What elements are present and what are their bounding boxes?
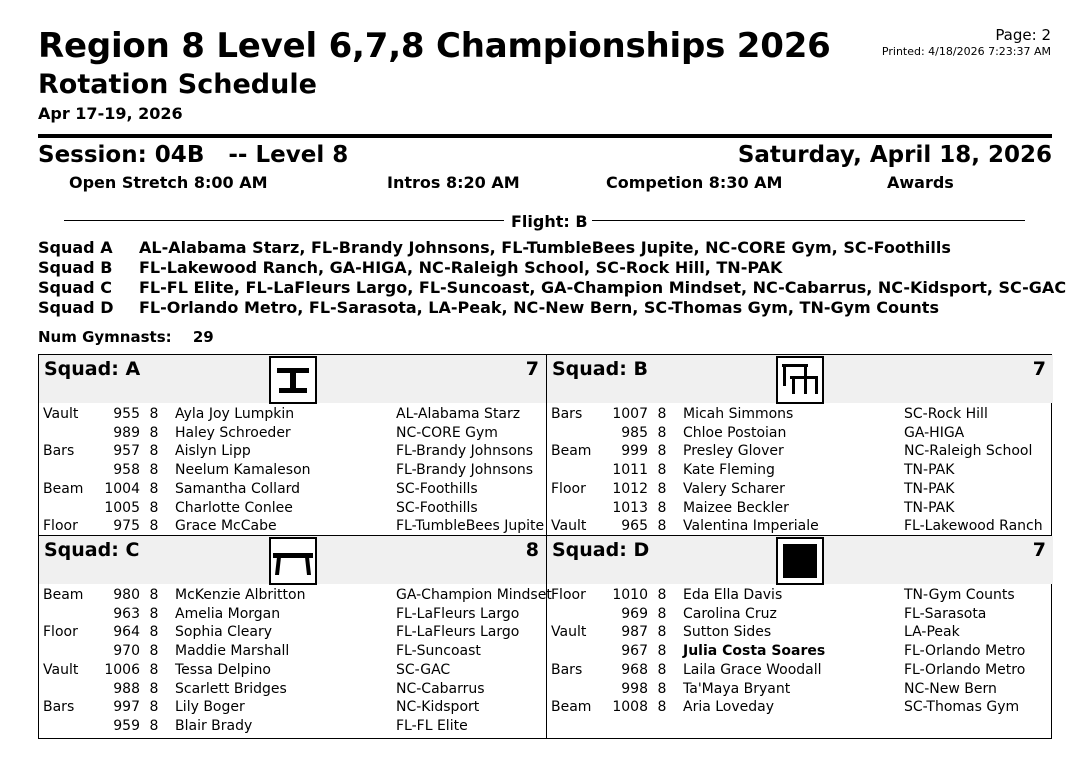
club-name: FL-Orlando Metro — [904, 643, 1026, 660]
gymnast-name: Micah Simmons — [683, 406, 794, 422]
club-name: FL-FL Elite — [396, 717, 468, 734]
gymnast-name: Julia Costa Soares — [683, 643, 826, 660]
club-name: TN-PAK — [904, 462, 955, 479]
club-name: NC-New Bern — [904, 680, 997, 697]
gymnast-name: Sophia Cleary — [175, 624, 273, 641]
event-name: Vault — [43, 661, 79, 678]
table-row — [547, 624, 1053, 643]
competitor-level: 8 — [149, 443, 159, 460]
squad-title: Squad: D — [552, 539, 650, 561]
flight-rule-right — [592, 220, 1025, 221]
gymnast-name: Charlotte Conlee — [175, 499, 293, 516]
club-name: NC-Cabarrus — [396, 680, 485, 697]
flight-rule-left — [64, 220, 504, 221]
table-row — [547, 443, 1053, 462]
beam-table-icon — [269, 537, 317, 585]
intros-time: Intros 8:20 AM — [387, 173, 520, 192]
page-number: Page: 2 — [995, 26, 1051, 44]
competition-time: Competion 8:30 AM — [606, 173, 783, 192]
competitor-number: 1007 — [612, 406, 648, 422]
gymnast-name: Eda Ella Davis — [683, 587, 783, 603]
competitor-number: 975 — [113, 518, 140, 535]
competitor-level: 8 — [149, 680, 159, 697]
club-name: FL-Suncoast — [396, 643, 481, 660]
table-row — [547, 606, 1053, 625]
club-name: SC-Thomas Gym — [904, 699, 1020, 716]
competitor-number: 999 — [621, 443, 648, 460]
table-row — [547, 643, 1053, 662]
gymnast-name: Ayla Joy Lumpkin — [175, 406, 295, 422]
document-title: Region 8 Level 6,7,8 Championships 2026 — [38, 26, 831, 66]
competitor-number: 963 — [113, 605, 140, 622]
event-name: Floor — [43, 518, 78, 535]
competitor-level: 8 — [657, 406, 667, 422]
gymnast-name: Amelia Morgan — [175, 605, 281, 622]
table-row — [547, 462, 1053, 481]
club-name: SC-Rock Hill — [904, 406, 988, 422]
competitor-level: 8 — [149, 624, 159, 641]
squad-title: Squad: B — [552, 358, 648, 380]
competitor-level: 8 — [149, 699, 159, 716]
competitor-number: 1011 — [612, 462, 648, 479]
table-row — [547, 500, 1053, 519]
squad-panel-d — [547, 536, 1053, 740]
table-row — [39, 500, 546, 519]
squad-panel-b — [547, 355, 1053, 535]
event-name: Floor — [551, 587, 586, 603]
competitor-number: 965 — [621, 518, 648, 535]
club-name: FL-Orlando Metro — [904, 661, 1026, 678]
table-row — [39, 624, 546, 643]
competitor-level: 8 — [149, 643, 159, 660]
competitor-number: 1005 — [104, 499, 140, 516]
club-name: FL-TumbleBees Jupite — [396, 518, 545, 535]
gymnast-name: Lily Boger — [175, 699, 245, 716]
competitor-level: 8 — [149, 518, 159, 535]
club-name: TN-PAK — [904, 480, 955, 497]
gymnast-name: Tessa Delpino — [175, 661, 271, 678]
competitor-level: 8 — [657, 462, 667, 479]
club-name: FL-Sarasota — [904, 605, 987, 622]
table-row — [547, 681, 1053, 700]
competitor-level: 8 — [149, 661, 159, 678]
event-name: Beam — [43, 587, 84, 603]
table-row — [547, 699, 1053, 718]
club-name: FL-Lakewood Ranch — [904, 518, 1043, 535]
event-name: Vault — [551, 518, 587, 535]
competitor-number: 1006 — [104, 661, 140, 678]
awards-label: Awards — [887, 173, 954, 192]
competitor-number: 958 — [113, 462, 140, 479]
meet-dates: Apr 17-19, 2026 — [38, 104, 183, 123]
gymnast-name: Valery Scharer — [683, 480, 785, 497]
competitor-level: 8 — [149, 462, 159, 479]
event-name: Vault — [551, 624, 587, 641]
gymnast-name: Valentina Imperiale — [683, 518, 819, 535]
squad-list-clubs: FL-FL Elite, FL-LaFleurs Largo, FL-Suncoast, GA-Champion Mindset, NC-Cabarrus, NC-Kidsport, SC-GAC — [139, 278, 1067, 297]
table-row — [39, 425, 546, 444]
club-name: NC-Raleigh School — [904, 443, 1033, 460]
competitor-number: 988 — [113, 680, 140, 697]
squad-list-name: Squad D — [38, 298, 114, 317]
table-row — [39, 481, 546, 500]
club-name: SC-Foothills — [396, 480, 478, 497]
competitor-level: 8 — [657, 518, 667, 535]
session-date: Saturday, April 18, 2026 — [737, 142, 1052, 168]
table-row — [547, 406, 1053, 425]
competitor-number: 980 — [113, 587, 140, 603]
club-name: FL-LaFleurs Largo — [396, 605, 520, 622]
squad-list-name: Squad C — [38, 278, 112, 297]
competitor-level: 8 — [657, 443, 667, 460]
gymnast-name: Sutton Sides — [683, 624, 772, 641]
competitor-level: 8 — [149, 587, 159, 603]
document-subtitle: Rotation Schedule — [38, 69, 317, 100]
squad-list-name: Squad A — [38, 238, 113, 257]
event-name: Floor — [551, 480, 586, 497]
squad-title: Squad: A — [44, 358, 141, 380]
club-name: FL-Brandy Johnsons — [396, 443, 534, 460]
club-name: AL-Alabama Starz — [396, 406, 521, 422]
squad-panel-c — [39, 536, 552, 740]
event-name: Bars — [551, 406, 583, 422]
competitor-level: 8 — [149, 499, 159, 516]
printed-timestamp: Printed: 4/18/2026 7:23:37 AM — [881, 45, 1051, 58]
gymnast-name: Neelum Kamaleson — [175, 462, 311, 479]
competitor-level: 8 — [149, 424, 159, 441]
gymnast-name: Haley Schroeder — [175, 424, 291, 441]
squad-count: 7 — [1032, 539, 1046, 561]
session-label: Session: 04B -- Level 8 — [38, 142, 349, 168]
competitor-number: 1010 — [612, 587, 648, 603]
competitor-number: 957 — [113, 443, 140, 460]
gymnast-name: Grace McCabe — [175, 518, 277, 535]
gymnast-name: Carolina Cruz — [683, 605, 777, 622]
competitor-number: 967 — [621, 643, 648, 660]
gymnast-name: Scarlett Bridges — [175, 680, 287, 697]
competitor-number: 1013 — [612, 499, 648, 516]
competitor-number: 989 — [113, 424, 140, 441]
event-name: Bars — [43, 443, 75, 460]
table-row — [547, 662, 1053, 681]
table-row — [39, 518, 546, 537]
gymnast-name: Laila Grace Woodall — [683, 661, 822, 678]
table-row — [547, 518, 1053, 537]
club-name: GA-Champion Mindset — [396, 587, 552, 603]
rotation-grid — [38, 354, 1052, 739]
event-name: Bars — [43, 699, 75, 716]
table-row — [39, 443, 546, 462]
squad-list-clubs: AL-Alabama Starz, FL-Brandy Johnsons, FL-TumbleBees Jupite, NC-CORE Gym, SC-Foothills — [139, 238, 951, 257]
competitor-level: 8 — [657, 624, 667, 641]
num-gymnasts-label: Num Gymnasts: — [38, 328, 172, 346]
competitor-number: 987 — [621, 624, 648, 641]
table-row — [39, 587, 552, 606]
open-stretch-time: Open Stretch 8:00 AM — [69, 173, 268, 192]
competitor-number: 968 — [621, 661, 648, 678]
club-name: LA-Peak — [904, 624, 960, 641]
gymnast-name: Aislyn Lipp — [175, 443, 251, 460]
competitor-level: 8 — [149, 406, 159, 422]
squad-list-clubs: FL-Orlando Metro, FL-Sarasota, LA-Peak, NC-New Bern, SC-Thomas Gym, TN-Gym Counts — [139, 298, 939, 317]
competitor-level: 8 — [657, 661, 667, 678]
gymnast-name: Presley Glover — [683, 443, 784, 460]
gymnast-name: Maizee Beckler — [683, 499, 789, 516]
gymnast-name: Maddie Marshall — [175, 643, 290, 660]
competitor-level: 8 — [657, 680, 667, 697]
event-name: Vault — [43, 406, 79, 422]
competitor-level: 8 — [657, 587, 667, 603]
squad-panel-a — [39, 355, 546, 535]
competitor-number: 985 — [621, 424, 648, 441]
gymnast-name: McKenzie Albritton — [175, 587, 306, 603]
gymnast-name: Chloe Postoian — [683, 424, 787, 441]
competitor-number: 969 — [621, 605, 648, 622]
table-row — [39, 606, 546, 625]
table-row — [39, 718, 546, 737]
gymnast-name: Blair Brady — [175, 717, 253, 734]
table-row — [39, 406, 546, 425]
competitor-level: 8 — [657, 480, 667, 497]
header-divider — [38, 134, 1052, 138]
competitor-level: 8 — [657, 643, 667, 660]
table-row — [547, 425, 1053, 444]
competitor-number: 1004 — [104, 480, 140, 497]
competitor-number: 959 — [113, 717, 140, 734]
club-name: NC-Kidsport — [396, 699, 480, 716]
club-name: TN-Gym Counts — [904, 587, 1015, 603]
event-name: Floor — [43, 624, 78, 641]
squad-title: Squad: C — [44, 539, 140, 561]
table-row — [39, 681, 546, 700]
club-name: FL-LaFleurs Largo — [396, 624, 520, 641]
club-name: TN-PAK — [904, 499, 955, 516]
competitor-number: 997 — [113, 699, 140, 716]
club-name: FL-Brandy Johnsons — [396, 462, 534, 479]
competitor-level: 8 — [657, 499, 667, 516]
table-row — [39, 699, 546, 718]
competitor-number: 1008 — [612, 699, 648, 716]
gymnast-name: Aria Loveday — [683, 699, 775, 716]
uneven-bars-icon — [776, 356, 824, 404]
event-name: Beam — [551, 699, 592, 716]
flight-label: Flight: B — [511, 212, 588, 231]
squad-count: 7 — [1032, 358, 1046, 380]
club-name: GA-HIGA — [904, 424, 965, 441]
competitor-level: 8 — [657, 605, 667, 622]
competitor-number: 1012 — [612, 480, 648, 497]
competitor-level: 8 — [149, 605, 159, 622]
table-row — [39, 662, 546, 681]
gymnast-name: Ta'Maya Bryant — [683, 680, 791, 697]
competitor-number: 964 — [113, 624, 140, 641]
competitor-number: 998 — [621, 680, 648, 697]
competitor-number: 955 — [113, 406, 140, 422]
squad-count: 7 — [525, 358, 539, 380]
table-row — [547, 481, 1053, 500]
competitor-level: 8 — [149, 480, 159, 497]
balance-beam-icon — [269, 356, 317, 404]
squad-list-name: Squad B — [38, 258, 113, 277]
num-gymnasts-value: 29 — [192, 328, 214, 346]
event-name: Bars — [551, 661, 583, 678]
squad-list-clubs: FL-Lakewood Ranch, GA-HIGA, NC-Raleigh School, SC-Rock Hill, TN-PAK — [139, 258, 783, 277]
event-name: Beam — [551, 443, 592, 460]
competitor-level: 8 — [657, 699, 667, 716]
competitor-number: 970 — [113, 643, 140, 660]
num-gymnasts — [38, 328, 214, 346]
table-row — [547, 587, 1053, 606]
club-name: SC-GAC — [396, 661, 451, 678]
event-name: Beam — [43, 480, 84, 497]
table-row — [39, 462, 546, 481]
competitor-level: 8 — [149, 717, 159, 734]
squad-count: 8 — [525, 539, 539, 561]
club-name: SC-Foothills — [396, 499, 478, 516]
floor-mat-icon — [776, 537, 824, 585]
gymnast-name: Samantha Collard — [175, 480, 301, 497]
gymnast-name: Kate Fleming — [683, 462, 775, 479]
club-name: NC-CORE Gym — [396, 424, 498, 441]
table-row — [39, 643, 546, 662]
competitor-level: 8 — [657, 424, 667, 441]
